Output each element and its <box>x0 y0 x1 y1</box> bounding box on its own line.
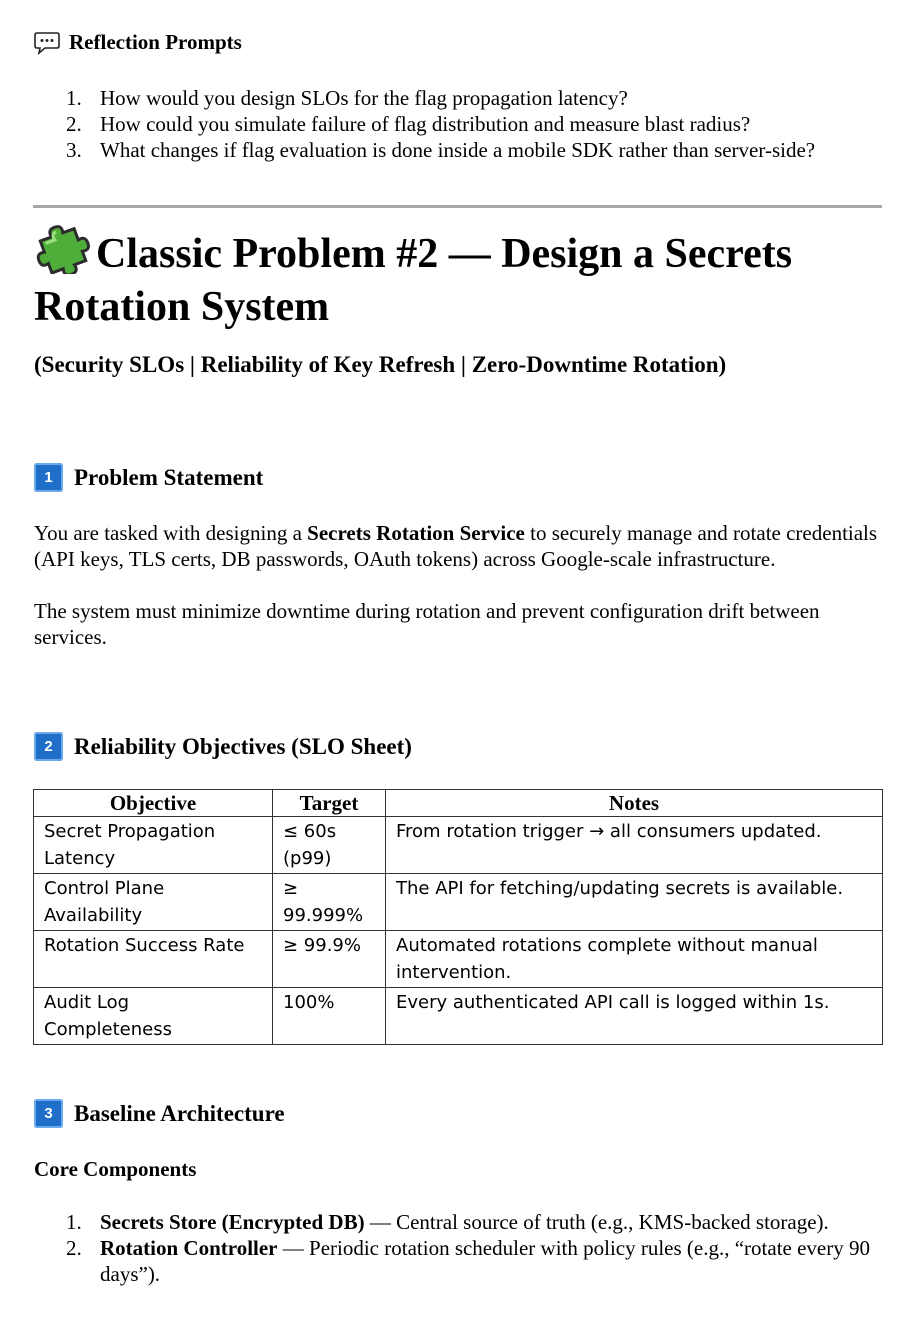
list-item: 1. Secrets Store (Encrypted DB) — Central source of truth (e.g., KMS-backed storage). <box>66 1210 829 1234</box>
section-heading-problem-statement <box>34 463 263 492</box>
page-title <box>34 222 894 334</box>
list-item: 2. Rotation Controller — Periodic rotation scheduler with policy rules (e.g., “rotate every 90 days”). <box>66 1236 870 1286</box>
page-subtitle: (Security SLOs | Reliability of Key Refresh | Zero-Downtime Rotation) <box>34 352 727 377</box>
table-row <box>34 931 883 988</box>
list-item: 3. What changes if flag evaluation is done inside a mobile SDK rather than server-side? <box>66 138 816 162</box>
page-title-text: Classic Problem #2 — Design a Secrets Rotation System <box>34 231 793 330</box>
section-number-badge: 2 <box>34 732 63 761</box>
table-cell: ≥ 99.9% <box>273 931 386 988</box>
table-row <box>34 874 883 931</box>
reflection-list <box>66 85 815 163</box>
table-cell: Rotation Success Rate <box>34 931 273 988</box>
table-cell: Audit Log Completeness <box>34 988 273 1045</box>
statement-emphasis: Secrets Rotation Service <box>307 521 525 545</box>
statement-text: You are tasked with designing a <box>34 521 308 545</box>
component-name: Secrets Store (Encrypted DB) <box>100 1210 365 1234</box>
horizontal-rule <box>33 205 882 208</box>
section-heading-text: Reliability Objectives (SLO Sheet) <box>74 733 412 759</box>
problem-statement-paragraph <box>34 520 894 572</box>
column-header: Notes <box>386 790 883 817</box>
problem-statement-paragraph-2: The system must minimize downtime during rotation and prevent configuration drift between services. <box>34 599 820 649</box>
list-item: 1. How would you design SLOs for the flag propagation latency? <box>66 86 628 110</box>
table-cell: Automated rotations complete without manual intervention. <box>386 931 883 988</box>
speech-bubble-icon <box>34 31 60 55</box>
section-heading-slo <box>34 732 412 761</box>
component-name: Rotation Controller <box>100 1236 278 1260</box>
table-cell: Secret Propagation Latency <box>34 817 273 874</box>
table-cell: 100% <box>273 988 386 1045</box>
puzzle-piece-icon <box>34 222 90 274</box>
component-description: — Periodic rotation scheduler with policy rules (e.g., “rotate every 90 days”). <box>100 1236 870 1286</box>
reflection-heading-text: Reflection Prompts <box>69 30 242 54</box>
table-cell: ≥ 99.999% <box>273 874 386 931</box>
core-components-list <box>66 1209 886 1287</box>
table-row <box>34 988 883 1045</box>
table-cell: Every authenticated API call is logged within 1s. <box>386 988 883 1045</box>
table-header-row <box>34 790 883 817</box>
list-item-text: What changes if flag evaluation is done inside a mobile SDK rather than server-side? <box>100 138 816 162</box>
section-number-badge: 3 <box>34 1099 63 1128</box>
section-heading-text: Baseline Architecture <box>74 1100 285 1126</box>
section-heading-baseline-architecture <box>34 1099 285 1128</box>
slo-table <box>33 789 883 1045</box>
core-components-heading: Core Components <box>34 1157 197 1181</box>
table-row <box>34 817 883 874</box>
section-number-badge: 1 <box>34 463 63 492</box>
table-cell: ≤ 60s (p99) <box>273 817 386 874</box>
table-cell: The API for fetching/updating secrets is available. <box>386 874 883 931</box>
component-description: — Central source of truth (e.g., KMS-backed storage). <box>364 1210 829 1234</box>
list-item-text: How could you simulate failure of flag distribution and measure blast radius? <box>100 112 751 136</box>
column-header: Objective <box>34 790 273 817</box>
statement-text: to securely manage and rotate credentials (API keys, TLS certs, DB passwords, OAuth tokens) across Google-scale infrastructure. <box>34 521 878 571</box>
list-item-text: How would you design SLOs for the flag propagation latency? <box>100 86 628 110</box>
table-cell: From rotation trigger → all consumers updated. <box>386 817 883 874</box>
reflection-heading <box>34 30 242 55</box>
table-cell: Control Plane Availability <box>34 874 273 931</box>
column-header: Target <box>273 790 386 817</box>
section-heading-text: Problem Statement <box>74 464 264 490</box>
list-item: 2. How could you simulate failure of flag distribution and measure blast radius? <box>66 112 751 136</box>
